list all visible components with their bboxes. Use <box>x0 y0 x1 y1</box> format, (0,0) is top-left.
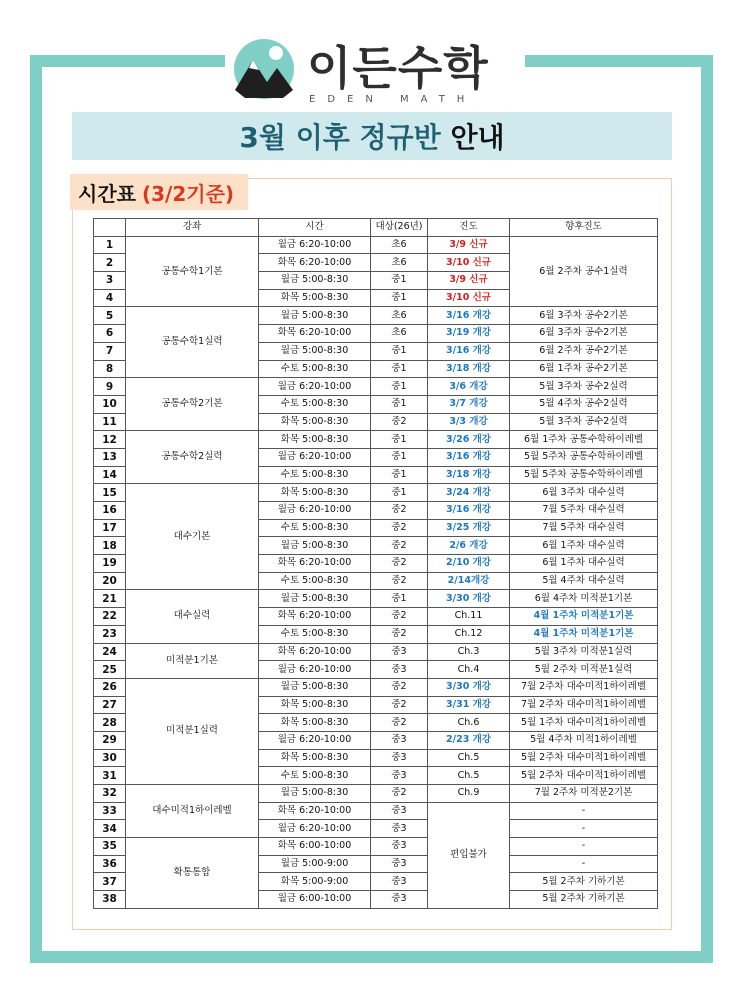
row-number-cell: 10 <box>94 395 126 413</box>
time-cell: 월금 5:00-8:30 <box>259 307 371 325</box>
target-cell: 중1 <box>371 484 428 502</box>
time-cell: 월금 6:20-10:00 <box>259 236 371 254</box>
time-cell: 월금 5:00-8:30 <box>259 537 371 555</box>
target-cell: 중1 <box>371 289 428 307</box>
time-cell: 화목 5:00-8:30 <box>259 714 371 732</box>
row-number-cell: 14 <box>94 466 126 484</box>
progress-cell: 3/16 개강 <box>428 502 510 520</box>
row-number-cell: 4 <box>94 289 126 307</box>
progress-cell: 2/23 개강 <box>428 731 510 749</box>
target-cell: 중1 <box>371 431 428 449</box>
future-progress-cell: 5월 2주차 대수미적1하이레벨 <box>510 749 658 767</box>
progress-cell: 2/6 개강 <box>428 537 510 555</box>
row-number-cell: 29 <box>94 731 126 749</box>
course-name-cell: 대수미적1하이레벨 <box>126 785 259 838</box>
row-number-cell: 19 <box>94 555 126 573</box>
future-progress-cell: 6월 3주차 공수2기본 <box>510 325 658 343</box>
section-label <box>70 174 248 210</box>
target-cell: 중3 <box>371 767 428 785</box>
target-cell: 중2 <box>371 678 428 696</box>
progress-cell: 3/16 개강 <box>428 307 510 325</box>
future-progress-cell: 5월 4주차 대수실력 <box>510 572 658 590</box>
progress-cell: 3/9 신규 <box>428 272 510 290</box>
table-body <box>94 236 658 908</box>
target-cell: 중1 <box>371 448 428 466</box>
progress-cell: 3/7 개강 <box>428 395 510 413</box>
column-header: 강좌 <box>126 219 259 237</box>
future-progress-cell: 5월 3주차 미적분1실력 <box>510 643 658 661</box>
table-row <box>94 378 658 396</box>
progress-cell: 3/6 개강 <box>428 378 510 396</box>
target-cell: 중2 <box>371 714 428 732</box>
future-progress-cell: 5월 5주차 공통수학하이레벨 <box>510 466 658 484</box>
progress-cell: Ch.5 <box>428 749 510 767</box>
time-cell: 월금 6:20-10:00 <box>259 378 371 396</box>
brand-logo <box>225 30 525 110</box>
time-cell: 화목 5:00-8:30 <box>259 413 371 431</box>
target-cell: 중2 <box>371 555 428 573</box>
progress-cell: Ch.12 <box>428 625 510 643</box>
row-number-cell: 32 <box>94 785 126 803</box>
progress-cell: 3/30 개강 <box>428 678 510 696</box>
time-cell: 수토 5:00-8:30 <box>259 519 371 537</box>
target-cell: 중2 <box>371 785 428 803</box>
future-progress-cell: 5월 2주차 미적분1실력 <box>510 661 658 679</box>
future-progress-cell: 7월 5주차 대수실력 <box>510 519 658 537</box>
row-number-cell: 12 <box>94 431 126 449</box>
table-header-row <box>94 219 658 237</box>
target-cell: 중3 <box>371 802 428 820</box>
mountain-logo-icon <box>233 38 295 100</box>
future-progress-cell: 5월 5주차 공통수학하이레벨 <box>510 448 658 466</box>
time-cell: 월금 6:20-10:00 <box>259 661 371 679</box>
row-number-cell: 27 <box>94 696 126 714</box>
time-cell: 수토 5:00-8:30 <box>259 360 371 378</box>
course-name-cell: 대수기본 <box>126 484 259 590</box>
target-cell: 중3 <box>371 855 428 873</box>
title-banner <box>72 112 672 160</box>
progress-cell: 3/9 신규 <box>428 236 510 254</box>
future-progress-cell: - <box>510 802 658 820</box>
future-progress-cell: 6월 3주차 대수실력 <box>510 484 658 502</box>
progress-cell: 2/10 개강 <box>428 555 510 573</box>
section-label-text: 시간표 <box>78 181 136 206</box>
table-row <box>94 838 658 856</box>
page-title-prefix: 3월 이후 정규반 <box>239 121 441 154</box>
future-progress-cell: 6월 1주차 대수실력 <box>510 555 658 573</box>
page-title-suffix: 안내 <box>450 121 505 154</box>
progress-cell: Ch.5 <box>428 767 510 785</box>
time-cell: 화목 6:20-10:00 <box>259 643 371 661</box>
future-progress-cell: 5월 3주차 공수2실력 <box>510 413 658 431</box>
row-number-cell: 36 <box>94 855 126 873</box>
row-number-cell: 6 <box>94 325 126 343</box>
row-number-cell: 34 <box>94 820 126 838</box>
page-title <box>239 116 504 156</box>
target-cell: 초6 <box>371 325 428 343</box>
progress-cell: Ch.9 <box>428 785 510 803</box>
progress-cell: 3/18 개강 <box>428 360 510 378</box>
row-number-cell: 2 <box>94 254 126 272</box>
table-row <box>94 590 658 608</box>
row-number-cell: 38 <box>94 891 126 909</box>
target-cell: 초6 <box>371 307 428 325</box>
row-number-cell: 28 <box>94 714 126 732</box>
column-header: 진도 <box>428 219 510 237</box>
target-cell: 중2 <box>371 625 428 643</box>
target-cell: 중1 <box>371 360 428 378</box>
time-cell: 월금 5:00-8:30 <box>259 272 371 290</box>
time-cell: 월금 5:00-8:30 <box>259 590 371 608</box>
row-number-cell: 31 <box>94 767 126 785</box>
future-progress-cell: 5월 4주차 공수2실력 <box>510 395 658 413</box>
row-number-cell: 24 <box>94 643 126 661</box>
target-cell: 중2 <box>371 519 428 537</box>
time-cell: 월금 5:00-8:30 <box>259 342 371 360</box>
progress-cell: 3/10 신규 <box>428 289 510 307</box>
progress-cell: 3/19 개강 <box>428 325 510 343</box>
time-cell: 화목 5:00-8:30 <box>259 431 371 449</box>
target-cell: 중1 <box>371 342 428 360</box>
row-number-cell: 3 <box>94 272 126 290</box>
course-name-cell: 대수실력 <box>126 590 259 643</box>
future-progress-cell: 7월 2주차 미적분2기본 <box>510 785 658 803</box>
row-number-cell: 35 <box>94 838 126 856</box>
future-progress-cell: 5월 3주차 공수2실력 <box>510 378 658 396</box>
target-cell: 중1 <box>371 272 428 290</box>
time-cell: 월금 6:00-10:00 <box>259 891 371 909</box>
row-number-cell: 20 <box>94 572 126 590</box>
row-number-cell: 23 <box>94 625 126 643</box>
time-cell: 수토 5:00-8:30 <box>259 395 371 413</box>
course-name-cell: 공통수학2기본 <box>126 378 259 431</box>
target-cell: 중2 <box>371 502 428 520</box>
table-row <box>94 236 658 254</box>
progress-cell: 3/18 개강 <box>428 466 510 484</box>
time-cell: 화목 5:00-8:30 <box>259 696 371 714</box>
progress-cell: Ch.3 <box>428 643 510 661</box>
time-cell: 화목 5:00-8:30 <box>259 749 371 767</box>
future-progress-cell: 7월 5주차 대수실력 <box>510 502 658 520</box>
row-number-cell: 13 <box>94 448 126 466</box>
future-progress-cell: 4월 1주차 미적분1기본 <box>510 625 658 643</box>
course-name-cell: 미적분1기본 <box>126 643 259 678</box>
brand-subtitle: EDEN MATH <box>309 94 477 105</box>
future-progress-cell: - <box>510 855 658 873</box>
future-progress-cell: 4월 1주차 미적분1기본 <box>510 608 658 626</box>
progress-cell: 2/14개강 <box>428 572 510 590</box>
progress-cell: 3/16 개강 <box>428 448 510 466</box>
future-progress-cell: 6월 4주차 미적분1기본 <box>510 590 658 608</box>
target-cell: 중3 <box>371 838 428 856</box>
future-progress-cell: - <box>510 820 658 838</box>
table-row <box>94 484 658 502</box>
row-number-cell: 11 <box>94 413 126 431</box>
row-number-cell: 21 <box>94 590 126 608</box>
row-number-cell: 33 <box>94 802 126 820</box>
time-cell: 월금 5:00-9:00 <box>259 855 371 873</box>
target-cell: 중3 <box>371 891 428 909</box>
time-cell: 화목 6:20-10:00 <box>259 802 371 820</box>
future-progress-cell: 6월 1주차 공통수학하이레벨 <box>510 431 658 449</box>
time-cell: 수토 5:00-8:30 <box>259 767 371 785</box>
row-number-cell: 22 <box>94 608 126 626</box>
row-number-cell: 15 <box>94 484 126 502</box>
time-cell: 월금 6:20-10:00 <box>259 731 371 749</box>
target-cell: 중2 <box>371 413 428 431</box>
row-number-cell: 26 <box>94 678 126 696</box>
progress-cell: 3/3 개강 <box>428 413 510 431</box>
row-number-cell: 16 <box>94 502 126 520</box>
row-number-cell: 5 <box>94 307 126 325</box>
course-name-cell: 공통수학2실력 <box>126 431 259 484</box>
future-progress-cell: 5월 2주차 대수미적1하이레벨 <box>510 767 658 785</box>
row-number-cell: 8 <box>94 360 126 378</box>
brand-title: 이든수학 <box>307 41 489 95</box>
time-cell: 화목 5:00-8:30 <box>259 289 371 307</box>
row-number-cell: 30 <box>94 749 126 767</box>
time-cell: 수토 5:00-8:30 <box>259 572 371 590</box>
future-progress-cell: 7월 2주차 대수미적1하이레벨 <box>510 696 658 714</box>
course-name-cell: 미적분1실력 <box>126 678 259 784</box>
time-cell: 월금 6:20-10:00 <box>259 448 371 466</box>
column-header: 대상(26년) <box>371 219 428 237</box>
time-cell: 화목 6:20-10:00 <box>259 254 371 272</box>
time-cell: 수토 5:00-8:30 <box>259 625 371 643</box>
future-progress-cell: 6월 1주차 공수2기본 <box>510 360 658 378</box>
time-cell: 화목 5:00-8:30 <box>259 484 371 502</box>
future-progress-cell: 7월 2주차 대수미적1하이레벨 <box>510 678 658 696</box>
target-cell: 중1 <box>371 395 428 413</box>
progress-cell-merged: 편입불가 <box>428 802 510 908</box>
course-name-cell: 확통통합 <box>126 838 259 909</box>
row-number-cell: 1 <box>94 236 126 254</box>
future-progress-cell: 5월 4주차 미적1하이레벨 <box>510 731 658 749</box>
target-cell: 중3 <box>371 731 428 749</box>
target-cell: 중3 <box>371 661 428 679</box>
progress-cell: 3/31 개강 <box>428 696 510 714</box>
time-cell: 월금 6:20-10:00 <box>259 820 371 838</box>
row-number-cell: 25 <box>94 661 126 679</box>
progress-cell: 3/16 개강 <box>428 342 510 360</box>
future-progress-cell: 6월 3주차 공수2기본 <box>510 307 658 325</box>
column-header: 시간 <box>259 219 371 237</box>
row-number-cell: 9 <box>94 378 126 396</box>
future-progress-cell: 6월 1주차 대수실력 <box>510 537 658 555</box>
time-cell: 화목 5:00-9:00 <box>259 873 371 891</box>
table-row <box>94 678 658 696</box>
progress-cell: Ch.4 <box>428 661 510 679</box>
time-cell: 월금 5:00-8:30 <box>259 678 371 696</box>
progress-cell: 3/24 개강 <box>428 484 510 502</box>
schedule-table <box>93 218 658 909</box>
time-cell: 화목 6:20-10:00 <box>259 325 371 343</box>
target-cell: 중2 <box>371 696 428 714</box>
time-cell: 화목 6:00-10:00 <box>259 838 371 856</box>
future-progress-cell: - <box>510 838 658 856</box>
progress-cell: 3/30 개강 <box>428 590 510 608</box>
progress-cell: Ch.6 <box>428 714 510 732</box>
target-cell: 중3 <box>371 873 428 891</box>
time-cell: 수토 5:00-8:30 <box>259 466 371 484</box>
future-progress-cell: 6월 2주차 공수2기본 <box>510 342 658 360</box>
table-row <box>94 643 658 661</box>
table-row <box>94 307 658 325</box>
future-progress-cell: 5월 2주차 기하기본 <box>510 873 658 891</box>
course-name-cell: 공통수학1기본 <box>126 236 259 307</box>
row-number-cell: 17 <box>94 519 126 537</box>
target-cell: 중2 <box>371 537 428 555</box>
progress-cell: Ch.11 <box>428 608 510 626</box>
table-row <box>94 785 658 803</box>
time-cell: 월금 6:20-10:00 <box>259 502 371 520</box>
time-cell: 화목 6:20-10:00 <box>259 555 371 573</box>
section-label-note: (3/2기준) <box>141 181 235 206</box>
table-row <box>94 431 658 449</box>
course-name-cell: 공통수학1실력 <box>126 307 259 378</box>
future-progress-cell-merged: 6월 2주차 공수1실력 <box>510 236 658 307</box>
target-cell: 중1 <box>371 378 428 396</box>
progress-cell: 3/26 개강 <box>428 431 510 449</box>
target-cell: 중1 <box>371 466 428 484</box>
target-cell: 중3 <box>371 643 428 661</box>
row-number-cell: 18 <box>94 537 126 555</box>
time-cell: 화목 6:20-10:00 <box>259 608 371 626</box>
target-cell: 중2 <box>371 572 428 590</box>
row-number-cell: 7 <box>94 342 126 360</box>
progress-cell: 3/25 개강 <box>428 519 510 537</box>
column-header <box>94 219 126 237</box>
progress-cell: 3/10 신규 <box>428 254 510 272</box>
target-cell: 중2 <box>371 608 428 626</box>
time-cell: 월금 5:00-8:30 <box>259 785 371 803</box>
future-progress-cell: 5월 2주차 기하기본 <box>510 891 658 909</box>
future-progress-cell: 5월 1주차 대수미적1하이레벨 <box>510 714 658 732</box>
row-number-cell: 37 <box>94 873 126 891</box>
target-cell: 중1 <box>371 590 428 608</box>
target-cell: 초6 <box>371 236 428 254</box>
target-cell: 중3 <box>371 749 428 767</box>
target-cell: 초6 <box>371 254 428 272</box>
target-cell: 중3 <box>371 820 428 838</box>
column-header: 향후진도 <box>510 219 658 237</box>
